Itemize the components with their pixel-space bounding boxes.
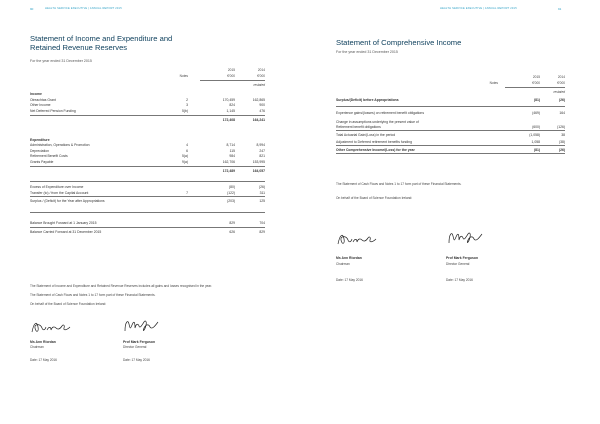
row-label: Administration, Operations & Promotion <box>30 143 90 147</box>
row-note: 7 <box>186 191 188 195</box>
title-line-1: Statement of Income and Expenditure and <box>30 34 173 43</box>
row-value-current: (122) <box>227 191 235 195</box>
row-label: Other Comprehensive Income/(Loss) for the year <box>336 148 415 152</box>
row-value-prior: 8,994 <box>256 143 265 147</box>
signatory-1-date: Date: 17 May 2016 <box>336 278 363 282</box>
col-unit-1: €'000 <box>532 81 540 85</box>
table-row <box>30 191 265 195</box>
note-paragraph-1: The Statement of Cash Flows and Notes 1 to 17 form part of these Financial Statements. <box>336 182 462 186</box>
row-value-prior: 125 <box>259 199 265 203</box>
signature-ferguson <box>446 228 486 248</box>
table-row <box>30 138 265 142</box>
row-value-current: 170,459 <box>222 98 235 102</box>
running-head: HEALTH SERVICE EXECUTIVE | ANNUAL REPORT 2015 <box>440 7 517 10</box>
row-label: Retirement Benefit Costs <box>30 154 68 158</box>
signatory-2-date: Date: 17 May 2016 <box>446 278 473 282</box>
row-label: Expenditure <box>30 138 50 142</box>
col-year-1: 2015 <box>532 75 540 79</box>
row-label: Total Actuarial Gain/(Loss) in the period <box>336 133 396 137</box>
table-row <box>336 111 565 115</box>
row-value-prior: 164,057 <box>252 169 265 173</box>
title-line-2: Retained Revenue Reserves <box>30 43 128 52</box>
row-label: Depreciation <box>30 149 50 153</box>
row-label: Surplus / (Deficit) for the Year after Appropriations <box>30 199 105 203</box>
col-year-1: 2015 <box>227 68 235 72</box>
table-row <box>30 169 265 173</box>
row-value-current: 984 <box>229 154 235 158</box>
row-label: Adjustment to Deferred retirement benefits funding <box>336 140 412 144</box>
table-rule <box>30 227 265 228</box>
row-value-prior: 153,995 <box>252 160 265 164</box>
row-label: Transfer (to) / from the Capital Account <box>30 191 89 195</box>
table-rule <box>30 166 265 167</box>
signatory-2-role: Director General <box>123 345 147 349</box>
row-value-current: 172,489 <box>222 169 235 173</box>
note-paragraph-1: The Statement of Income and Expenditure and Retained Revenue Reserves includes all gains and losses recognised in the year. <box>30 284 212 288</box>
table-rule <box>336 145 565 146</box>
board-paragraph: On behalf of the Board of Science Foundation Ireland: <box>30 302 107 306</box>
row-value-current: 829 <box>229 221 235 225</box>
period-subtitle: For the year ended 31 December 2015 <box>30 59 92 63</box>
row-value-prior: 821 <box>259 154 265 158</box>
row-label: Retirement benefit obligations <box>336 125 381 129</box>
row-value-current: (81) <box>533 98 540 102</box>
table-row <box>336 133 565 137</box>
table-rule <box>336 106 565 107</box>
table-row <box>30 98 265 102</box>
signatory-2-date: Date: 17 May 2016 <box>123 358 150 362</box>
table-row <box>336 140 565 144</box>
row-value-prior: 476 <box>259 109 265 113</box>
table-rule <box>30 196 265 197</box>
row-label: Excess of Expenditure over Income <box>30 185 84 189</box>
running-head: HEALTH SERVICE EXECUTIVE | ANNUAL REPORT 2015 <box>45 7 122 10</box>
row-note: 4 <box>186 143 188 147</box>
row-label: Experience gains/(losses) on retirement benefit obligations <box>336 111 425 115</box>
row-value-current: (1,058) <box>529 133 540 137</box>
page-title: Statement of Comprehensive Income <box>336 38 462 47</box>
row-label: Balance Brought Forward at 1 January 2015 <box>30 221 97 225</box>
table-rule <box>336 130 565 131</box>
row-value-current: 162,706 <box>222 160 235 164</box>
row-value-prior: (26) <box>558 98 565 102</box>
row-value-current: 115 <box>229 149 235 153</box>
col-notes: Notes <box>489 81 498 85</box>
table-row <box>30 103 265 107</box>
row-label: Oireachtas Grant <box>30 98 56 102</box>
row-value-prior: (26) <box>258 185 265 189</box>
row-value-current: (81) <box>533 148 540 152</box>
row-note: 5(b) <box>181 109 188 113</box>
table-row <box>30 92 265 96</box>
row-value-current: 8,714 <box>226 143 235 147</box>
row-label: Balance Carried Forward at 31 December 2015 <box>30 230 102 234</box>
col-restated: restated <box>253 83 265 87</box>
row-note: 9(a) <box>181 160 188 164</box>
table-row <box>30 143 265 147</box>
right-page <box>300 0 600 424</box>
table-row <box>336 98 565 102</box>
row-value-current: (203) <box>227 199 235 203</box>
row-value-prior: 311 <box>259 191 265 195</box>
table-rule <box>30 212 265 213</box>
table-row <box>30 154 265 158</box>
signatory-1-role: Chairman <box>30 345 44 349</box>
row-value-prior: (26) <box>558 148 565 152</box>
table-rule <box>30 181 265 182</box>
row-value-prior: (126) <box>557 125 565 129</box>
col-unit-2: €'000 <box>557 81 565 85</box>
table-row <box>30 149 265 153</box>
period-subtitle: For the year ended 31 December 2015 <box>336 50 398 54</box>
row-note: 6 <box>186 149 188 153</box>
row-label: Income <box>30 92 42 96</box>
col-restated: restated <box>553 90 565 94</box>
row-value-prior: 164,241 <box>252 118 265 122</box>
col-year-2: 2014 <box>557 75 565 79</box>
row-label: Other Income <box>30 103 51 107</box>
row-value-prior: (38) <box>558 140 565 144</box>
row-value-prior: 829 <box>259 230 265 234</box>
row-label: Grants Payable <box>30 160 54 164</box>
col-unit-1: €'000 <box>227 74 235 78</box>
header-rule <box>200 80 265 81</box>
page-number: 91 <box>558 7 562 11</box>
row-value-prior: 164 <box>559 111 565 115</box>
col-notes: Notes <box>179 74 188 78</box>
row-value-current: (80) <box>228 185 235 189</box>
note-paragraph-2: The Statement of Cash Flows and Notes 1 to 17 form part of these Financial Statements. <box>30 293 156 297</box>
table-row <box>336 125 565 129</box>
row-value-current: 824 <box>229 103 235 107</box>
table-row <box>336 148 565 152</box>
page-title <box>30 34 172 52</box>
signatory-2-name: Prof Mark Ferguson <box>123 340 156 344</box>
table-row <box>30 230 265 234</box>
table-row <box>30 109 265 113</box>
row-note: 3 <box>186 103 188 107</box>
row-value-current: (469) <box>532 111 540 115</box>
table-row <box>30 185 265 189</box>
row-note: 5(a) <box>181 154 188 158</box>
signatory-1-name: Ms Ann Riordan <box>30 340 56 344</box>
table-rule <box>336 153 565 154</box>
signature-riordan <box>30 318 72 336</box>
row-value-current: 1,058 <box>531 140 540 144</box>
row-value-current: (600) <box>532 125 540 129</box>
table-row <box>30 118 265 122</box>
signature-ferguson <box>122 316 162 336</box>
table-rule <box>30 115 265 116</box>
signatory-1-role: Chairman <box>336 262 350 266</box>
table-row <box>30 160 265 164</box>
col-year-2: 2014 <box>257 68 265 72</box>
row-value-current: 1,145 <box>226 109 235 113</box>
header-rule <box>505 87 565 88</box>
row-value-prior: 900 <box>259 103 265 107</box>
row-value-prior: 247 <box>259 149 265 153</box>
row-value-prior: 704 <box>259 221 265 225</box>
row-note: 2 <box>186 98 188 102</box>
signatory-2-name: Prof Mark Ferguson <box>446 256 479 260</box>
table-row <box>336 120 565 124</box>
row-label: Surplus/(Deficit) before Appropriations <box>336 98 399 102</box>
board-paragraph: On behalf of the Board of Science Foundation Ireland: <box>336 196 413 200</box>
table-row <box>30 199 265 203</box>
row-value-current: 172,408 <box>222 118 235 122</box>
row-value-current: 626 <box>229 230 235 234</box>
signatory-2-role: Director General <box>446 262 470 266</box>
col-unit-2: €'000 <box>257 74 265 78</box>
row-label: Change in assumptions underlying the present value of <box>336 120 419 124</box>
signatory-1-name: Ms Ann Riordan <box>336 256 362 260</box>
page-number: 90 <box>30 7 34 11</box>
table-row <box>30 221 265 225</box>
signatory-1-date: Date: 17 May 2016 <box>30 358 57 362</box>
row-label: Net Deferred Pension Funding <box>30 109 76 113</box>
row-value-prior: 162,865 <box>252 98 265 102</box>
signature-riordan <box>336 230 378 248</box>
row-value-prior: 38 <box>561 133 565 137</box>
